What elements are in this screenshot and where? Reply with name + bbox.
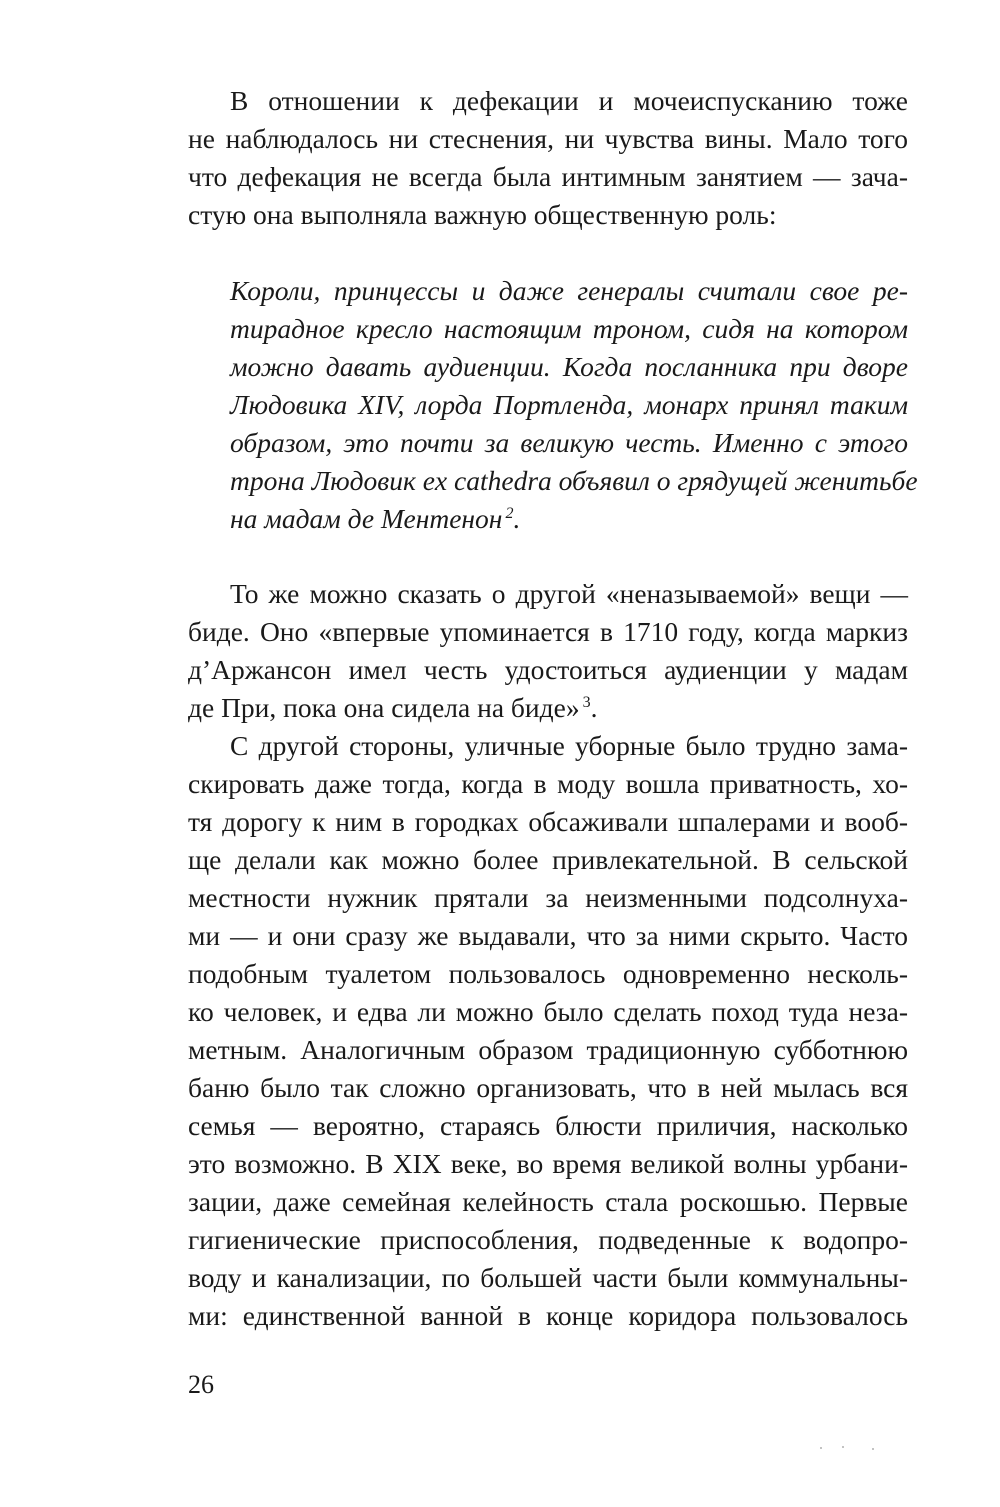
paragraph-3-line-4: ще делали как можно более привлекательной. В сельской	[188, 844, 908, 875]
quote-last-text: на мадам де Ментенон	[230, 503, 503, 534]
quote-end-period: .	[513, 503, 521, 534]
paragraph-3-line-3: тя дорогу к ним в городках обсаживали шпалерами и вооб-	[188, 806, 908, 837]
paragraph-3-line-16: ми: единственной ванной в конце коридора пользовалось	[188, 1300, 908, 1331]
quote-line-6: трона Людовик ex cathedra объявил о грядущей женитьбе	[230, 465, 918, 496]
paragraph-3-line-14: гигиенические приспособления, подведенные к водопро-	[188, 1224, 908, 1255]
paragraph-2-line-3: д’Аржансон имел честь удостоиться аудиенции у мадам	[188, 654, 908, 685]
paragraph-2-line-2: биде. Оно «впервые упоминается в 1710 году, когда маркиз	[188, 616, 908, 647]
paragraph-2-line-1: То же можно сказать о другой «неназываемой» вещи —	[230, 578, 908, 609]
paragraph-3-line-9: метным. Аналогичным образом традиционную субботнюю	[188, 1034, 908, 1065]
paragraph-3-line-13: зации, даже семейная келейность стала роскошью. Первые	[188, 1186, 908, 1217]
paragraph-1-line-4: стую она выполняла важную общественную роль:	[188, 199, 777, 230]
quote-line-4: Людовика XIV, лорда Портленда, монарх принял таким	[230, 389, 908, 420]
quote-line-1: Короли, принцессы и даже генералы считали свое ре-	[230, 275, 908, 306]
quote-line-5: образом, это почти за великую честь. Именно с этого	[230, 427, 908, 458]
paragraph-1-line-2: не наблюдалось ни стеснения, ни чувства вины. Мало того	[188, 123, 908, 154]
paragraph-2-line-4	[188, 689, 908, 727]
scan-speck	[872, 1448, 874, 1450]
paragraph-1-line-3: что дефекация не всегда была интимным занятием — зача-	[188, 161, 908, 192]
footnote-ref-2: 2	[505, 504, 514, 522]
paragraph-3-line-10: баню было так сложно организовать, что в ней мылась вся	[188, 1072, 908, 1103]
paragraph-3-line-1: С другой стороны, уличные уборные было трудно зама-	[230, 730, 908, 761]
page-number: 26	[188, 1370, 214, 1399]
footnote-ref-3: 3	[582, 693, 591, 711]
paragraph-2-end-period: .	[590, 692, 598, 723]
scan-speck	[842, 1446, 844, 1448]
quote-line-7	[230, 500, 908, 538]
paragraph-2-last-text: де При, пока она сидела на биде»	[188, 692, 580, 723]
paragraph-3-line-12: это возможно. В XIX веке, во время великой волны урбани-	[188, 1148, 908, 1179]
quote-line-3: можно давать аудиенции. Когда посланника при дворе	[230, 351, 908, 382]
quote-line-2: тирадное кресло настоящим троном, сидя на котором	[230, 313, 908, 344]
paragraph-3-line-11: семья — вероятно, стараясь блюсти приличия, насколько	[188, 1110, 908, 1141]
paragraph-3-line-7: подобным туалетом пользовалось одновременно несколь-	[188, 958, 908, 989]
paragraph-3-line-5: местности нужник прятали за неизменными подсолнуха-	[188, 882, 908, 913]
paragraph-3-line-15: воду и канализации, по большей части были коммунальны-	[188, 1262, 908, 1293]
paragraph-1-line-1: В отношении к дефекации и мочеиспусканию тоже	[230, 85, 908, 116]
paragraph-3-line-6: ми — и они сразу же выдавали, что за ними скрыто. Часто	[188, 920, 908, 951]
scan-speck	[820, 1447, 822, 1449]
scan-specks	[820, 1446, 880, 1450]
paragraph-3-line-8: ко человек, и едва ли можно было сделать поход туда неза-	[188, 996, 908, 1027]
paragraph-3-line-2: скировать даже тогда, когда в моду вошла приватность, хо-	[188, 768, 908, 799]
